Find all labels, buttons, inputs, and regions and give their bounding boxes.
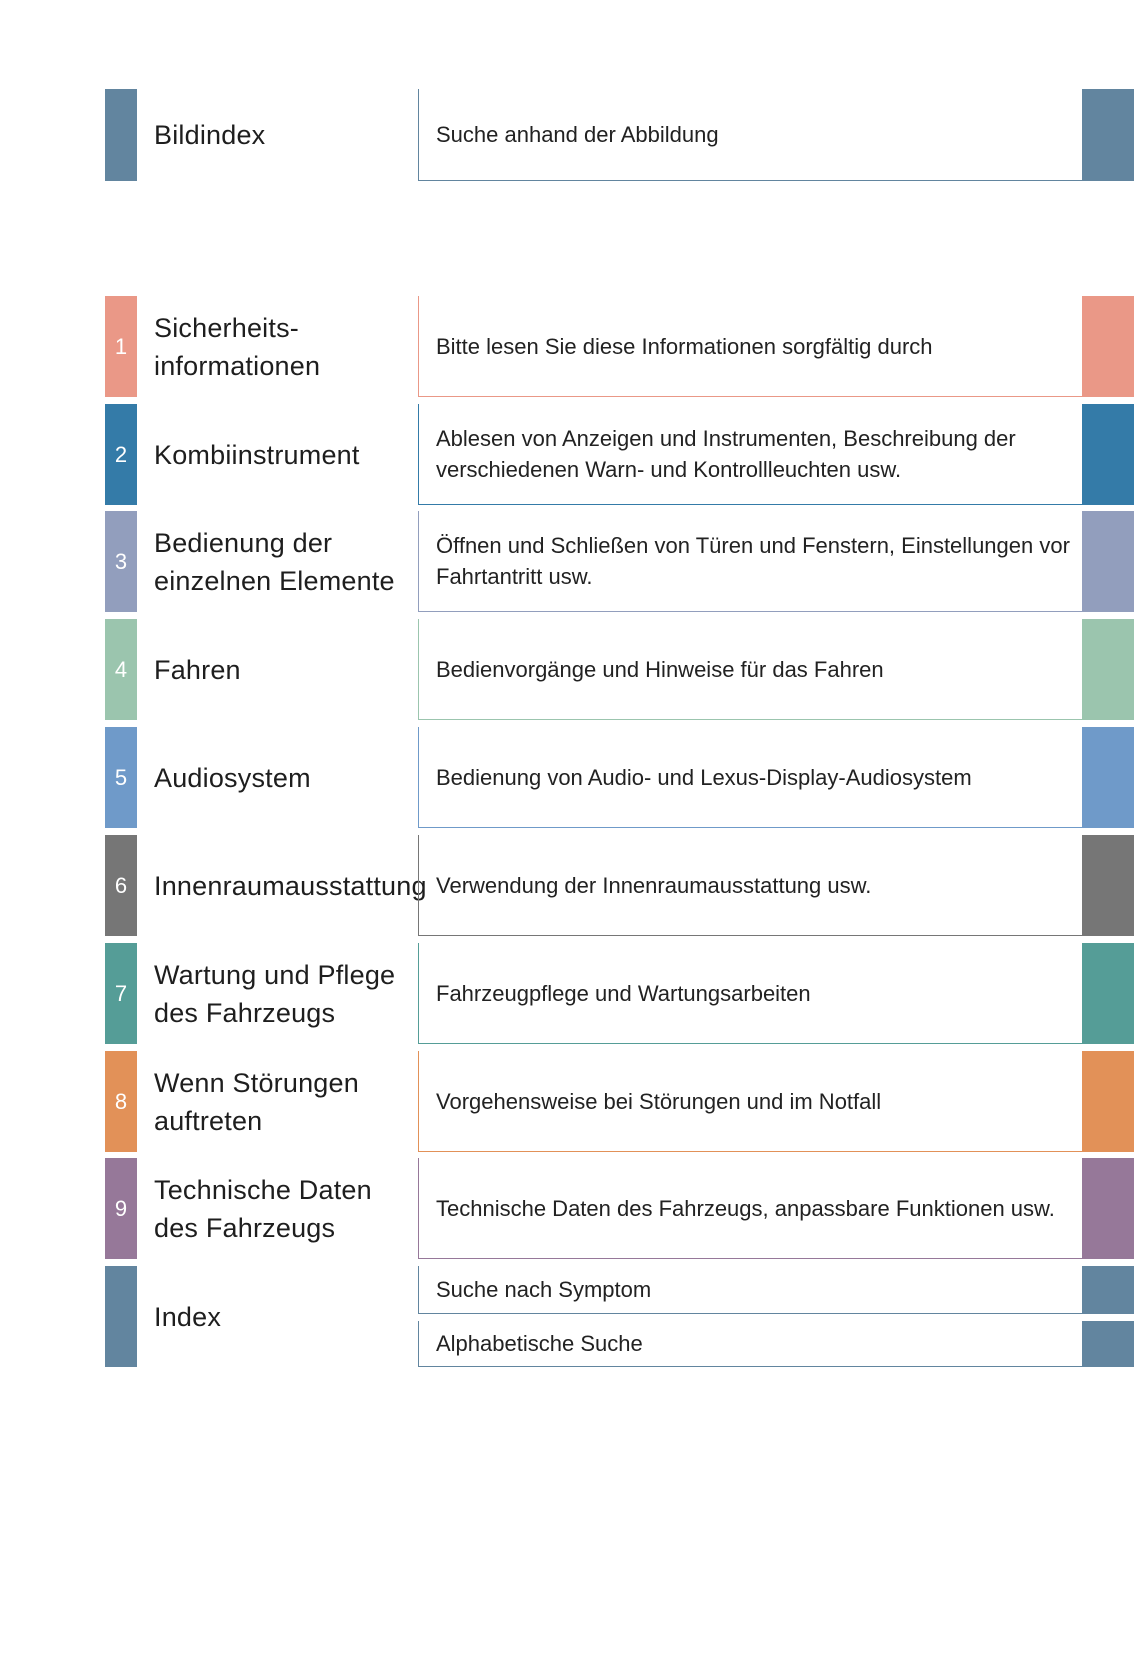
- section-row[interactable]: [0, 727, 1142, 828]
- section-tab[interactable]: [105, 727, 137, 828]
- section-title[interactable]: [154, 619, 414, 720]
- section-title-line: Bildindex: [154, 120, 266, 150]
- section-description[interactable]: [418, 727, 1082, 828]
- section-edge-tab[interactable]: [1082, 835, 1134, 936]
- section-edge-tab[interactable]: [1082, 89, 1134, 181]
- section-tab[interactable]: [105, 1051, 137, 1152]
- section-row[interactable]: [0, 835, 1142, 936]
- section-number: 7: [114, 980, 128, 1006]
- section-title-line: Audiosystem: [154, 762, 311, 793]
- section-description[interactable]: [418, 89, 1082, 181]
- section-tab[interactable]: [105, 835, 137, 936]
- section-row[interactable]: [0, 296, 1142, 397]
- index-item-label: Suche nach Symptom: [436, 1277, 652, 1302]
- section-edge-tab[interactable]: [1082, 619, 1134, 720]
- section-number: 3: [114, 548, 128, 574]
- section-title[interactable]: [154, 727, 414, 828]
- section-title-line: einzelnen Elemente: [154, 565, 395, 596]
- index-title-text: Index: [154, 1301, 222, 1332]
- section-tab[interactable]: [105, 943, 137, 1044]
- section-edge-tab[interactable]: [1082, 296, 1134, 397]
- section-description-line: Bitte lesen Sie diese Informationen sorgfältig durch: [436, 333, 933, 359]
- section-edge-tab[interactable]: [1082, 1158, 1134, 1259]
- section-row[interactable]: [0, 1051, 1142, 1152]
- section-row[interactable]: [0, 511, 1142, 612]
- section-number: 8: [114, 1088, 128, 1114]
- section-title-line: Bedienung der: [154, 527, 333, 558]
- section-description-line: Bedienvorgänge und Hinweise für das Fahren: [436, 656, 884, 682]
- section-description[interactable]: [418, 511, 1082, 612]
- section-row[interactable]: [0, 619, 1142, 720]
- section-row[interactable]: [0, 89, 1142, 181]
- section-row[interactable]: [0, 943, 1142, 1044]
- section-description-line: Bedienung von Audio- und Lexus-Display-Audiosystem: [436, 764, 972, 790]
- index-edge-tab[interactable]: [1082, 1266, 1134, 1314]
- section-number: 6: [114, 872, 128, 898]
- section-title[interactable]: [154, 1158, 414, 1259]
- section-title-line: auftreten: [154, 1105, 263, 1136]
- section-description-line: Ablesen von Anzeigen und Instrumenten, Beschreibung der: [436, 426, 1016, 451]
- section-title-line: Fahren: [154, 654, 241, 685]
- index-item[interactable]: [418, 1321, 1082, 1367]
- section-title-line: Kombiinstrument: [154, 439, 360, 470]
- index-item-label: Alphabetische Suche: [436, 1331, 643, 1356]
- section-tab[interactable]: [105, 404, 137, 505]
- section-number: 5: [114, 764, 128, 790]
- section-edge-tab[interactable]: [1082, 511, 1134, 612]
- index-edge-tab[interactable]: [1082, 1321, 1134, 1367]
- section-title[interactable]: [154, 296, 414, 397]
- section-description[interactable]: [418, 943, 1082, 1044]
- section-edge-tab[interactable]: [1082, 1051, 1134, 1152]
- section-title[interactable]: [154, 511, 414, 612]
- section-tab[interactable]: [105, 1158, 137, 1259]
- section-title-line: des Fahrzeugs: [154, 997, 336, 1028]
- section-tab[interactable]: [105, 89, 137, 181]
- section-title[interactable]: [154, 943, 414, 1044]
- section-description-line: Fahrtantritt usw.: [436, 564, 593, 589]
- section-row[interactable]: [0, 404, 1142, 505]
- index-item-row[interactable]: [0, 1321, 1142, 1367]
- index-item[interactable]: [418, 1266, 1082, 1314]
- section-title-line: Wartung und Pflege: [154, 959, 396, 990]
- section-title-line: Innenraumausstattung: [154, 870, 427, 901]
- section-description-line: Vorgehensweise bei Störungen und im Notfall: [436, 1088, 882, 1114]
- section-title[interactable]: [154, 404, 414, 505]
- section-description[interactable]: [418, 619, 1082, 720]
- section-description[interactable]: [418, 296, 1082, 397]
- section-tab[interactable]: [105, 511, 137, 612]
- section-title-line: Wenn Störungen: [154, 1067, 359, 1098]
- section-description-line: Fahrzeugpflege und Wartungsarbeiten: [436, 980, 811, 1006]
- section-number: 1: [114, 333, 128, 359]
- section-description[interactable]: [418, 1158, 1082, 1259]
- section-edge-tab[interactable]: [1082, 943, 1134, 1044]
- section-title-line: Sicherheits-: [154, 312, 299, 343]
- section-title[interactable]: [154, 89, 414, 181]
- section-tab[interactable]: [105, 619, 137, 720]
- section-description[interactable]: [418, 404, 1082, 505]
- section-title-line: informationen: [154, 350, 321, 381]
- index-item-row[interactable]: [0, 1266, 1142, 1314]
- section-description[interactable]: [418, 835, 1082, 936]
- section-title-line: Technische Daten: [154, 1174, 372, 1205]
- section-edge-tab[interactable]: [1082, 404, 1134, 505]
- section-description[interactable]: [418, 1051, 1082, 1152]
- section-title-line: des Fahrzeugs: [154, 1212, 336, 1243]
- section-edge-tab[interactable]: [1082, 727, 1134, 828]
- section-number: 4: [114, 656, 128, 682]
- section-description-line: Öffnen und Schließen von Türen und Fenstern, Einstellungen vor: [436, 533, 1070, 558]
- section-tab[interactable]: [105, 296, 137, 397]
- section-description-line: verschiedenen Warn- und Kontrollleuchten usw.: [436, 457, 902, 482]
- section-number: 2: [114, 441, 128, 467]
- section-description-line: Suche anhand der Abbildung: [436, 122, 719, 147]
- section-title[interactable]: [154, 1051, 414, 1152]
- section-title[interactable]: [154, 835, 427, 936]
- section-description-line: Technische Daten des Fahrzeugs, anpassbare Funktionen usw.: [436, 1195, 1055, 1221]
- section-number: 9: [114, 1195, 128, 1221]
- section-description-line: Verwendung der Innenraumausstattung usw.: [436, 872, 872, 898]
- section-row[interactable]: [0, 1158, 1142, 1259]
